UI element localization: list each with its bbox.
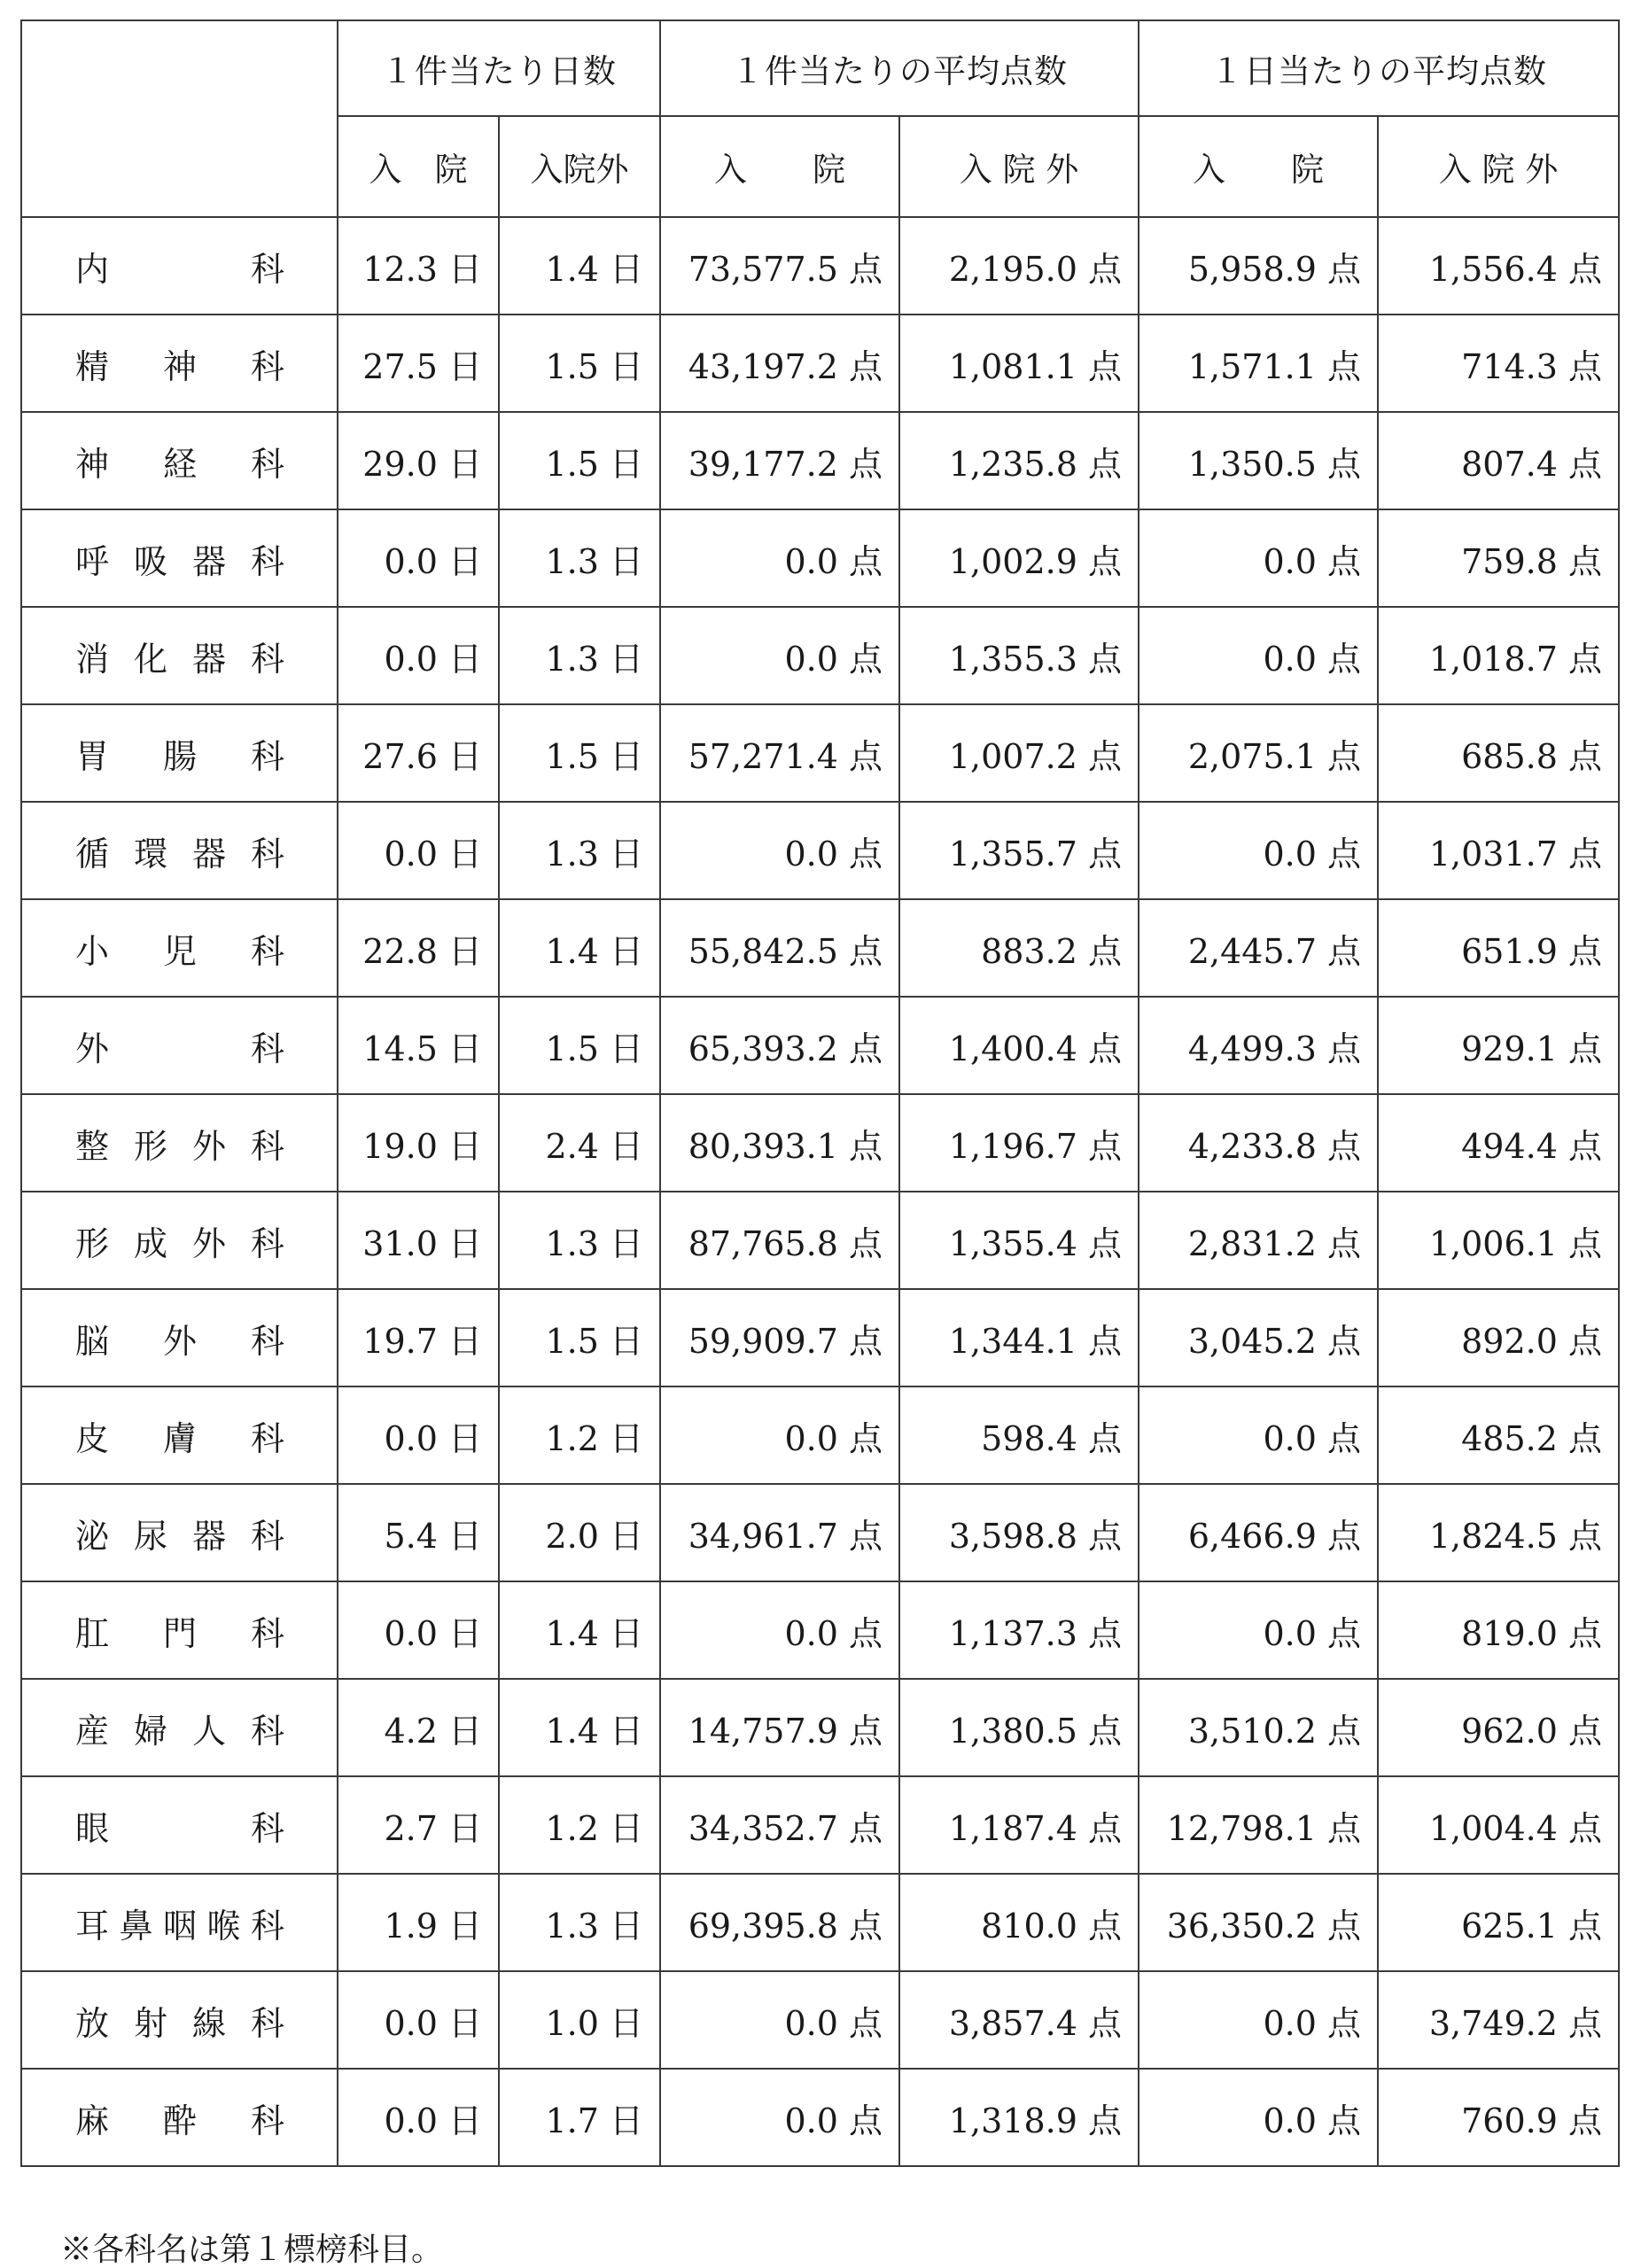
department-name-cell: [21, 509, 338, 607]
department-name-char: 産: [75, 1711, 110, 1751]
table-row: [21, 315, 1619, 412]
department-name-char: 科: [250, 2101, 284, 2140]
days-outpatient-cell: 1.4 日: [499, 1581, 660, 1679]
day-points-inpatient-cell: 4,499.3 点: [1139, 997, 1378, 1094]
case-points-outpatient-cell: 1,137.3 点: [899, 1581, 1139, 1679]
department-name-char: 門: [162, 1613, 197, 1653]
department-name-char: 眼: [75, 1808, 110, 1848]
case-points-outpatient-cell: 1,235.8 点: [899, 412, 1139, 509]
day-points-inpatient-cell: 0.0 点: [1139, 2069, 1378, 2166]
department-name: [75, 437, 284, 485]
days-outpatient-cell: 1.0 日: [499, 1971, 660, 2069]
department-name: [75, 1509, 284, 1557]
department-name-char: 肛: [75, 1613, 110, 1653]
days-outpatient-cell: 1.4 日: [499, 217, 660, 315]
days-outpatient-cell: 1.5 日: [499, 315, 660, 412]
days-inpatient-cell: 31.0 日: [338, 1192, 499, 1289]
department-name-char: 科: [250, 1321, 284, 1361]
case-points-inpatient-cell: 73,577.5 点: [660, 217, 899, 315]
department-name: [75, 924, 284, 973]
table-row: [21, 1484, 1619, 1581]
table-row: [21, 1289, 1619, 1386]
header-corner-cell: [21, 20, 338, 217]
department-name-char: 経: [162, 444, 197, 484]
case-points-outpatient-cell: 1,355.3 点: [899, 607, 1139, 704]
day-points-outpatient-cell: 494.4 点: [1378, 1094, 1619, 1192]
day-points-outpatient-cell: 962.0 点: [1378, 1679, 1619, 1776]
days-outpatient-cell: 1.5 日: [499, 997, 660, 1094]
day-points-outpatient-cell: 929.1 点: [1378, 997, 1619, 1094]
days-inpatient-cell: 2.7 日: [338, 1776, 499, 1874]
department-name: [75, 1119, 284, 1168]
case-points-outpatient-cell: 1,355.4 点: [899, 1192, 1139, 1289]
department-name-char: 科: [250, 639, 284, 679]
day-points-inpatient-cell: 0.0 点: [1139, 1971, 1378, 2069]
department-name-char: 射: [133, 2003, 167, 2043]
days-outpatient-cell: 1.5 日: [499, 412, 660, 509]
department-name-cell: [21, 1971, 338, 2069]
days-inpatient-cell: 12.3 日: [338, 217, 499, 315]
case-points-inpatient-cell: 43,197.2 点: [660, 315, 899, 412]
days-inpatient-cell: 22.8 日: [338, 899, 499, 997]
days-outpatient-cell: 1.3 日: [499, 1192, 660, 1289]
table-row: [21, 1776, 1619, 1874]
case-points-inpatient-cell: 39,177.2 点: [660, 412, 899, 509]
day-points-outpatient-cell: 714.3 点: [1378, 315, 1619, 412]
department-name-char: 成: [133, 1223, 167, 1263]
department-name-char: 科: [250, 1516, 284, 1556]
department-name-char: 咽: [162, 1906, 197, 1946]
department-name-char: 科: [250, 1906, 284, 1946]
day-points-inpatient-cell: 0.0 点: [1139, 509, 1378, 607]
department-name-char: 科: [250, 1126, 284, 1166]
department-name-cell: [21, 2069, 338, 2166]
department-name-char: 器: [191, 1516, 226, 1556]
table-row: [21, 509, 1619, 607]
case-points-inpatient-cell: 0.0 点: [660, 1971, 899, 2069]
case-points-outpatient-cell: 1,007.2 点: [899, 704, 1139, 802]
days-outpatient-cell: 2.4 日: [499, 1094, 660, 1192]
department-name-char: 形: [75, 1223, 110, 1263]
day-points-inpatient-cell: 2,445.7 点: [1139, 899, 1378, 997]
days-inpatient-cell: 0.0 日: [338, 607, 499, 704]
days-inpatient-cell: 1.9 日: [338, 1874, 499, 1971]
department-name-char: 科: [250, 2003, 284, 2043]
days-inpatient-cell: 27.6 日: [338, 704, 499, 802]
day-points-inpatient-cell: 2,075.1 点: [1139, 704, 1378, 802]
day-points-inpatient-cell: 1,350.5 点: [1139, 412, 1378, 509]
case-points-outpatient-cell: 2,195.0 点: [899, 217, 1139, 315]
department-name-char: 科: [250, 346, 284, 386]
table-row: [21, 704, 1619, 802]
department-name-cell: [21, 1484, 338, 1581]
table-row: [21, 1679, 1619, 1776]
subheader-days-inpatient: 入 院: [338, 116, 499, 217]
department-name: [75, 1021, 284, 1070]
case-points-outpatient-cell: 810.0 点: [899, 1874, 1139, 1971]
day-points-outpatient-cell: 625.1 点: [1378, 1874, 1619, 1971]
department-stats-table: [20, 19, 1620, 2167]
days-inpatient-cell: 4.2 日: [338, 1679, 499, 1776]
department-name-char: 神: [75, 444, 110, 484]
department-name-cell: [21, 217, 338, 315]
department-name-char: 耳: [75, 1906, 110, 1946]
day-points-outpatient-cell: 485.2 点: [1378, 1386, 1619, 1484]
department-name-char: 化: [133, 639, 167, 679]
department-name-char: 環: [133, 834, 167, 874]
department-name-char: 胃: [75, 736, 110, 776]
department-name-char: 神: [162, 346, 197, 386]
days-inpatient-cell: 0.0 日: [338, 1581, 499, 1679]
header-row-groups: [21, 20, 1619, 116]
day-points-inpatient-cell: 0.0 点: [1139, 1581, 1378, 1679]
days-outpatient-cell: 1.3 日: [499, 607, 660, 704]
case-points-outpatient-cell: 1,400.4 点: [899, 997, 1139, 1094]
department-name-cell: [21, 1094, 338, 1192]
day-points-inpatient-cell: 3,045.2 点: [1139, 1289, 1378, 1386]
day-points-outpatient-cell: 685.8 点: [1378, 704, 1619, 802]
days-inpatient-cell: 29.0 日: [338, 412, 499, 509]
department-name: [75, 1996, 284, 2045]
department-name: [75, 1314, 284, 1363]
case-points-outpatient-cell: 1,380.5 点: [899, 1679, 1139, 1776]
department-name-char: 精: [75, 346, 110, 386]
days-outpatient-cell: 1.2 日: [499, 1776, 660, 1874]
days-outpatient-cell: 1.5 日: [499, 704, 660, 802]
case-points-outpatient-cell: 3,857.4 点: [899, 1971, 1139, 2069]
day-points-outpatient-cell: 651.9 点: [1378, 899, 1619, 997]
days-inpatient-cell: 0.0 日: [338, 2069, 499, 2166]
department-name-cell: [21, 412, 338, 509]
department-name: [75, 1801, 284, 1850]
table-row: [21, 802, 1619, 899]
department-name-char: 循: [75, 834, 110, 874]
days-inpatient-cell: 27.5 日: [338, 315, 499, 412]
day-points-outpatient-cell: 1,004.4 点: [1378, 1776, 1619, 1874]
department-name-cell: [21, 1386, 338, 1484]
table-row: [21, 217, 1619, 315]
department-name-char: 消: [75, 639, 110, 679]
day-points-outpatient-cell: 819.0 点: [1378, 1581, 1619, 1679]
case-points-inpatient-cell: 34,352.7 点: [660, 1776, 899, 1874]
department-name-cell: [21, 704, 338, 802]
table-row: [21, 2069, 1619, 2166]
department-name-cell: [21, 1776, 338, 1874]
department-name-cell: [21, 802, 338, 899]
department-name-char: 脳: [75, 1321, 110, 1361]
department-name-char: 腸: [162, 736, 197, 776]
subheader-days-outpatient: 入院外: [499, 116, 660, 217]
case-points-outpatient-cell: 1,081.1 点: [899, 315, 1139, 412]
department-name: [75, 1899, 284, 1947]
day-points-inpatient-cell: 6,466.9 点: [1139, 1484, 1378, 1581]
day-points-inpatient-cell: 4,233.8 点: [1139, 1094, 1378, 1192]
department-name-cell: [21, 1289, 338, 1386]
day-points-outpatient-cell: 3,749.2 点: [1378, 1971, 1619, 2069]
department-name: [75, 2093, 284, 2142]
day-points-inpatient-cell: 5,958.9 点: [1139, 217, 1378, 315]
case-points-inpatient-cell: 0.0 点: [660, 802, 899, 899]
day-points-outpatient-cell: 1,824.5 点: [1378, 1484, 1619, 1581]
table-row: [21, 899, 1619, 997]
department-name-char: 人: [191, 1711, 226, 1751]
case-points-inpatient-cell: 57,271.4 点: [660, 704, 899, 802]
department-name-char: 科: [250, 1223, 284, 1263]
department-name-char: 外: [162, 1321, 197, 1361]
department-name-char: 吸: [133, 541, 167, 581]
day-points-inpatient-cell: 0.0 点: [1139, 607, 1378, 704]
department-name-char: 科: [250, 444, 284, 484]
department-name-char: 尿: [133, 1516, 167, 1556]
department-name-char: 外: [191, 1223, 226, 1263]
days-outpatient-cell: 1.3 日: [499, 509, 660, 607]
department-name-char: 外: [191, 1126, 226, 1166]
department-name: [75, 242, 284, 291]
case-points-inpatient-cell: 34,961.7 点: [660, 1484, 899, 1581]
case-points-inpatient-cell: 80,393.1 点: [660, 1094, 899, 1192]
department-name-cell: [21, 1874, 338, 1971]
department-name-char: 膚: [162, 1418, 197, 1458]
day-points-inpatient-cell: 12,798.1 点: [1139, 1776, 1378, 1874]
case-points-inpatient-cell: 69,395.8 点: [660, 1874, 899, 1971]
department-name: [75, 534, 284, 583]
day-points-outpatient-cell: 1,006.1 点: [1378, 1192, 1619, 1289]
days-outpatient-cell: 1.3 日: [499, 802, 660, 899]
department-name-char: 器: [191, 639, 226, 679]
footnote: ※各科名は第１標榜科目。: [60, 2232, 444, 2268]
department-name-char: 麻: [75, 2101, 110, 2140]
department-name-char: 科: [250, 1711, 284, 1751]
day-points-outpatient-cell: 1,018.7 点: [1378, 607, 1619, 704]
department-name-char: 放: [75, 2003, 110, 2043]
days-inpatient-cell: 19.0 日: [338, 1094, 499, 1192]
department-name-char: 小: [75, 931, 110, 971]
department-name-char: 婦: [133, 1711, 167, 1751]
department-name: [75, 632, 284, 680]
department-name: [75, 339, 284, 388]
department-name: [75, 1606, 284, 1655]
case-points-outpatient-cell: 883.2 点: [899, 899, 1139, 997]
days-outpatient-cell: 1.4 日: [499, 899, 660, 997]
case-points-inpatient-cell: 0.0 点: [660, 1581, 899, 1679]
subheader-day-points-inpatient: 入 院: [1139, 116, 1378, 217]
table-row: [21, 997, 1619, 1094]
department-name: [75, 729, 284, 778]
department-name-char: 科: [250, 1029, 284, 1068]
department-name-cell: [21, 607, 338, 704]
table-row: [21, 1094, 1619, 1192]
day-points-inpatient-cell: 2,831.2 点: [1139, 1192, 1378, 1289]
days-outpatient-cell: 2.0 日: [499, 1484, 660, 1581]
day-points-outpatient-cell: 807.4 点: [1378, 412, 1619, 509]
table-row: [21, 412, 1619, 509]
day-points-inpatient-cell: 36,350.2 点: [1139, 1874, 1378, 1971]
days-inpatient-cell: 19.7 日: [338, 1289, 499, 1386]
case-points-inpatient-cell: 0.0 点: [660, 509, 899, 607]
days-inpatient-cell: 0.0 日: [338, 1971, 499, 2069]
table-body: [21, 217, 1619, 2166]
table-row: [21, 1971, 1619, 2069]
department-name-cell: [21, 1192, 338, 1289]
case-points-inpatient-cell: 0.0 点: [660, 1386, 899, 1484]
days-inpatient-cell: 0.0 日: [338, 1386, 499, 1484]
department-name-char: 科: [250, 834, 284, 874]
department-name-char: 科: [250, 1613, 284, 1653]
case-points-inpatient-cell: 0.0 点: [660, 607, 899, 704]
department-name-char: 鼻: [119, 1906, 153, 1946]
table-row: [21, 1581, 1619, 1679]
case-points-outpatient-cell: 1,187.4 点: [899, 1776, 1139, 1874]
department-name: [75, 1411, 284, 1460]
department-name-char: 器: [191, 541, 226, 581]
day-points-outpatient-cell: 1,556.4 点: [1378, 217, 1619, 315]
department-name-cell: [21, 997, 338, 1094]
case-points-inpatient-cell: 55,842.5 点: [660, 899, 899, 997]
table-row: [21, 1192, 1619, 1289]
department-name-char: 科: [250, 931, 284, 971]
case-points-inpatient-cell: 87,765.8 点: [660, 1192, 899, 1289]
days-inpatient-cell: 0.0 日: [338, 802, 499, 899]
subheader-day-points-outpatient: 入 院 外: [1378, 116, 1619, 217]
case-points-inpatient-cell: 0.0 点: [660, 2069, 899, 2166]
case-points-outpatient-cell: 3,598.8 点: [899, 1484, 1139, 1581]
case-points-outpatient-cell: 598.4 点: [899, 1386, 1139, 1484]
department-name: [75, 1704, 284, 1752]
days-inpatient-cell: 0.0 日: [338, 509, 499, 607]
table-row: [21, 1874, 1619, 1971]
day-points-outpatient-cell: 892.0 点: [1378, 1289, 1619, 1386]
table-row: [21, 607, 1619, 704]
department-name-char: 科: [250, 1418, 284, 1458]
case-points-outpatient-cell: 1,196.7 点: [899, 1094, 1139, 1192]
department-name-char: 児: [162, 931, 197, 971]
department-name-char: 喉: [206, 1906, 241, 1946]
days-inpatient-cell: 5.4 日: [338, 1484, 499, 1581]
department-name-cell: [21, 315, 338, 412]
department-name-cell: [21, 899, 338, 997]
department-name-char: 科: [250, 736, 284, 776]
case-points-inpatient-cell: 65,393.2 点: [660, 997, 899, 1094]
department-name-char: 科: [250, 1808, 284, 1848]
case-points-outpatient-cell: 1,344.1 点: [899, 1289, 1139, 1386]
case-points-outpatient-cell: 1,002.9 点: [899, 509, 1139, 607]
department-name-char: 呼: [75, 541, 110, 581]
day-points-outpatient-cell: 760.9 点: [1378, 2069, 1619, 2166]
day-points-inpatient-cell: 1,571.1 点: [1139, 315, 1378, 412]
subheader-case-points-outpatient: 入 院 外: [899, 116, 1139, 217]
department-name-char: 外: [75, 1029, 110, 1068]
header-avg-points-per-day: １日当たりの平均点数: [1139, 20, 1619, 116]
days-outpatient-cell: 1.4 日: [499, 1679, 660, 1776]
department-name-char: 整: [75, 1126, 110, 1166]
department-name-char: 科: [250, 541, 284, 581]
department-name: [75, 827, 284, 875]
day-points-outpatient-cell: 1,031.7 点: [1378, 802, 1619, 899]
department-name-char: 酔: [162, 2101, 197, 2140]
subheader-case-points-inpatient: 入 院: [660, 116, 899, 217]
department-name-cell: [21, 1679, 338, 1776]
header-avg-points-per-case: １件当たりの平均点数: [660, 20, 1139, 116]
case-points-inpatient-cell: 14,757.9 点: [660, 1679, 899, 1776]
days-outpatient-cell: 1.5 日: [499, 1289, 660, 1386]
department-name-char: 線: [191, 2003, 226, 2043]
day-points-inpatient-cell: 0.0 点: [1139, 802, 1378, 899]
department-name-char: 科: [250, 249, 284, 289]
case-points-outpatient-cell: 1,355.7 点: [899, 802, 1139, 899]
department-name-char: 泌: [75, 1516, 110, 1556]
day-points-inpatient-cell: 3,510.2 点: [1139, 1679, 1378, 1776]
department-name-char: 形: [133, 1126, 167, 1166]
days-inpatient-cell: 14.5 日: [338, 997, 499, 1094]
table-row: [21, 1386, 1619, 1484]
department-name-char: 器: [191, 834, 226, 874]
days-outpatient-cell: 1.7 日: [499, 2069, 660, 2166]
days-outpatient-cell: 1.3 日: [499, 1874, 660, 1971]
department-name-char: 皮: [75, 1418, 110, 1458]
days-outpatient-cell: 1.2 日: [499, 1386, 660, 1484]
case-points-outpatient-cell: 1,318.9 点: [899, 2069, 1139, 2166]
header-days-per-case: １件当たり日数: [338, 20, 660, 116]
case-points-inpatient-cell: 59,909.7 点: [660, 1289, 899, 1386]
day-points-outpatient-cell: 759.8 点: [1378, 509, 1619, 607]
department-name-cell: [21, 1581, 338, 1679]
day-points-inpatient-cell: 0.0 点: [1139, 1386, 1378, 1484]
department-name-char: 内: [75, 249, 110, 289]
department-name: [75, 1216, 284, 1265]
